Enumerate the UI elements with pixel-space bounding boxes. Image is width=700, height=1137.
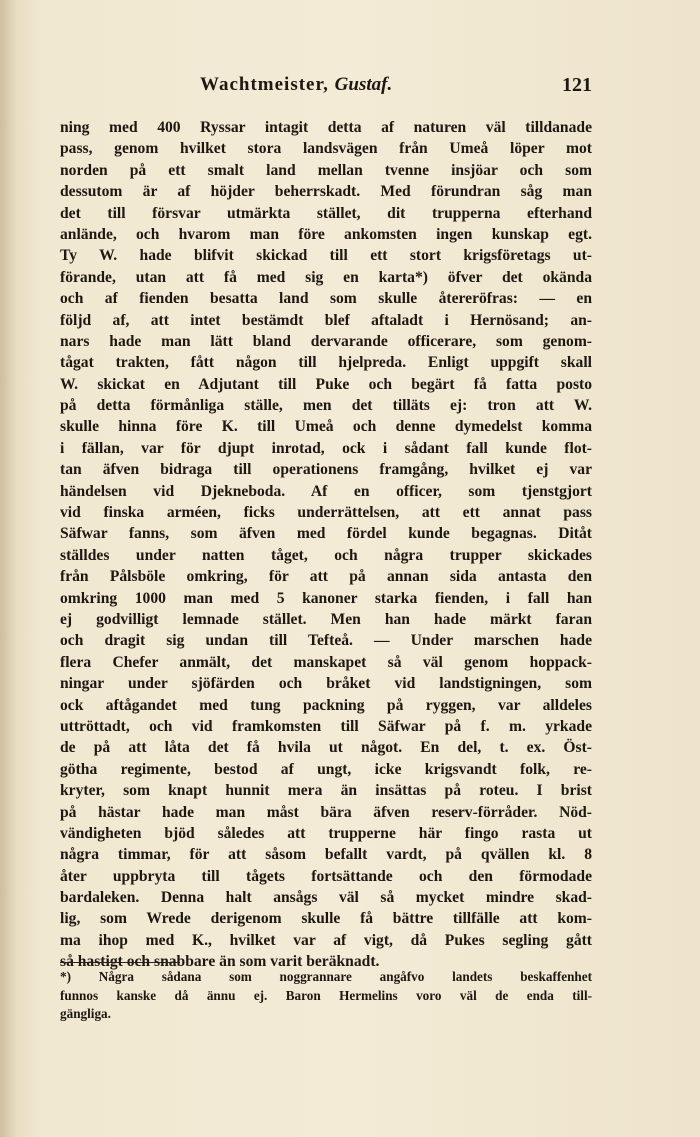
text-line: ställdes under natten tåget, och några trupper skickades (60, 546, 592, 564)
text-line: götha regimente, bestod af ungt, icke krigsvandt folk, re- (60, 760, 592, 778)
text-line: och dragit sig undan till Tefteå. — Under marschen hade (60, 632, 592, 650)
footnote-divider (60, 962, 180, 963)
text-line: ningar under sjöfärden och bråket vid landstigningen, som (60, 675, 592, 693)
text-line: tågat trakten, fått någon till hjelpreda. Enligt uppgift skall (60, 354, 592, 372)
text-line: förande, utan att få med sig en karta*) öfver det okända (60, 268, 592, 286)
text-line: W. skickat en Adjutant till Puke och begärt få fatta posto (60, 375, 592, 393)
text-line: ning med 400 Ryssar intagit detta af naturen väl tilldanade (60, 119, 592, 136)
footnote (60, 968, 592, 1024)
text-line: nars hade man lätt bland dervarande officerare, som genom- (60, 332, 592, 350)
text-line: uttröttadt, och vid framkomsten till Säfwar på f. m. yrkade (60, 717, 592, 735)
text-line: ock aftågandet med tung packning på ryggen, var alldeles (60, 696, 592, 714)
text-line: och af fienden besatta land som skulle återeröfras: — en (60, 290, 592, 308)
text-line: ej godvilligt lemnade stället. Men han hade märkt faran (60, 610, 592, 628)
running-title-name: Wachtmeister, (200, 74, 329, 95)
text-line: det till försvar utmärkta stället, dit trupperna efterhand (60, 204, 592, 222)
page-gutter-shadow (0, 0, 16, 1137)
footnote-line: funnos kanske då ännu ej. Baron Hermelins voro väl de enda till- (60, 987, 592, 1003)
page-header (200, 74, 592, 102)
text-line: kryter, som knapt hunnit mera än insättas på roteu. I brist (60, 782, 592, 800)
text-line: lig, som Wrede derigenom skulle få bättre tillfälle att kom- (60, 910, 592, 928)
text-line: pass, genom hvilket stora landsvägen från Umeå löper mot (60, 140, 592, 158)
text-line: omkring 1000 man med 5 kanoner starka fienden, i fall han (60, 589, 592, 607)
text-line: från Pålsböle omkring, för att på annan sida antasta den (60, 568, 592, 586)
text-line: några timmar, för att såsom befallt vardt, på qvällen kl. 8 (60, 846, 592, 864)
body-text (60, 117, 592, 973)
text-line: bardaleken. Denna halt ansågs väl så mycket mindre skad- (60, 889, 592, 907)
text-line: vid finska arméen, ficks underrättelsen, att ett annat pass (60, 504, 592, 522)
page-number: 121 (562, 74, 592, 96)
text-line: ma ihop med K., hvilket var af vigt, då Pukes segling gått (60, 931, 592, 949)
footnote-line: *) Några sådana som noggrannare angåfvo landets beskaffenhet (60, 969, 592, 984)
text-line: de på att låta det få hvila ut något. En del, t. ex. Öst- (60, 739, 592, 757)
text-line: flera Chefer anmält, det manskapet så väl genom hoppack- (60, 653, 592, 671)
text-line: åter uppbryta till tågets fortsättande och den förmodade (60, 867, 592, 885)
text-line: följd af, att intet bestämdt blef aftaladt i Hernösand; an- (60, 311, 592, 329)
text-line: anlände, och hvarom man före ankomsten ingen kunskap egt. (60, 225, 592, 243)
text-line: dessutom är af höjder beherrskadt. Med förundran såg man (60, 183, 592, 201)
text-line: skulle hinna före K. till Umeå och denne dymedelst komma (60, 418, 592, 436)
text-line: Säfwar fanns, som äfven med fördel kunde begagnas. Ditåt (60, 525, 592, 543)
text-line: Ty W. hade blifvit skickad till ett stort krigsföretags ut- (60, 247, 592, 265)
text-line: så hastigt och snabbare än som varit beräknadt. (60, 953, 380, 971)
text-line: på hästar hade man måst bära äfven reserv-förråder. Nöd- (60, 803, 592, 821)
text-line: tan äfven bidraga till operationens framgång, hvilket ej var (60, 461, 592, 479)
text-line: i fällan, var för djupt inrotad, ock i sådant fall kunde flot- (60, 439, 592, 457)
running-title (200, 74, 392, 96)
footnote-line: gängliga. (60, 1006, 111, 1021)
text-line: vändigheten bjöd således att trupperne här fingo rasta ut (60, 824, 592, 842)
text-line: norden på ett smalt land mellan tvenne insjöar och som (60, 161, 592, 179)
text-line: på detta förmånliga ställe, men det tilläts ej: tron att W. (60, 397, 592, 415)
running-title-given-name: Gustaf. (334, 74, 393, 95)
text-line: händelsen vid Djekneboda. Af en officer, som tjenstgjort (60, 482, 592, 500)
